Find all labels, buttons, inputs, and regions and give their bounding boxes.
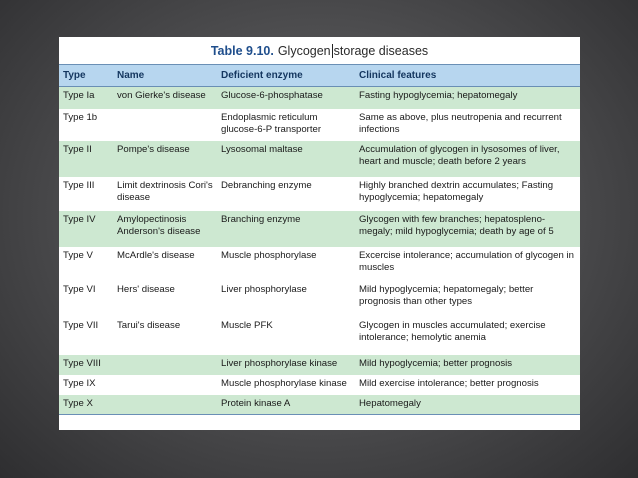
cell-type: Type X: [63, 397, 93, 409]
table-row: [59, 109, 580, 141]
glycogen-storage-table: [59, 64, 580, 415]
table-number: Table 9.10.: [210, 43, 274, 58]
cell-type: Type VI: [63, 283, 96, 295]
header-name: Name: [117, 70, 145, 81]
cell-features: Glycogen with few branches; hepatospleno-megaly; mild hypoglycemia; death by age of 5: [359, 213, 554, 237]
cell-name: McArdle's disease: [117, 249, 195, 261]
table-title-text-b: storage diseases: [333, 43, 429, 58]
header-type: Type: [63, 70, 86, 81]
table-row: [59, 355, 580, 375]
table-row: [59, 177, 580, 211]
cell-name: [113, 395, 217, 415]
cell-enzyme: Muscle PFK: [221, 319, 273, 331]
table-row: [59, 375, 580, 395]
cell-name: Hers' disease: [117, 283, 175, 295]
cell-features: Mild exercise intolerance; better prognosis: [359, 377, 539, 389]
cell-enzyme: Lysosomal maltase: [221, 143, 303, 155]
cell-features: Mild hypoglycemia; better prognosis: [359, 357, 513, 369]
cell-type: Type III: [63, 179, 95, 191]
table-row: [59, 87, 580, 109]
cell-type: Type Ia: [63, 90, 95, 101]
cell-features: Same as above, plus neutropenia and recurrent infections: [359, 111, 562, 135]
text-cursor-icon: [332, 44, 333, 58]
cell-enzyme: Liver phosphorylase kinase: [221, 357, 338, 369]
cell-name: Pompe's disease: [117, 143, 190, 155]
table-row: [59, 211, 580, 247]
cell-name: [113, 375, 217, 395]
table-row: [59, 141, 580, 177]
cell-name: Limit dextrinosis Cori's disease: [117, 179, 213, 203]
table-row: [59, 395, 580, 415]
table-header-row: [59, 65, 580, 87]
cell-name: [113, 109, 217, 141]
table-title-text-a: Glycogen: [277, 43, 331, 58]
cell-type: Type V: [63, 249, 93, 261]
cell-enzyme: Protein kinase A: [221, 397, 291, 409]
cell-enzyme: Endoplasmic reticulum glucose-6-P transporter: [221, 111, 322, 135]
cell-enzyme: Liver phosphorylase: [221, 283, 307, 295]
cell-features: Hepatomegaly: [359, 397, 421, 409]
cell-features: Highly branched dextrin accumulates; Fasting hypoglycemia; hepatomegaly: [359, 179, 554, 203]
header-enzyme: Deficient enzyme: [221, 70, 303, 81]
table-row: [59, 317, 580, 355]
table-row: [59, 281, 580, 317]
cell-type: Type IX: [63, 377, 96, 389]
cell-name: Amylopectinosis Anderson's disease: [117, 213, 201, 237]
cell-name: [113, 355, 217, 375]
cell-enzyme: Glucose-6-phosphatase: [221, 90, 323, 101]
cell-type: Type IV: [63, 213, 96, 225]
header-features: Clinical features: [359, 70, 437, 81]
cell-type: Type VIII: [63, 357, 101, 369]
cell-enzyme: Muscle phosphorylase kinase: [221, 377, 347, 389]
table-row: [59, 247, 580, 281]
cell-enzyme: Branching enzyme: [221, 213, 301, 225]
cell-features: Excercise intolerance; accumulation of glycogen in muscles: [359, 249, 574, 273]
cell-features: Glycogen in muscles accumulated; exercise intolerance; hemolytic anemia: [359, 319, 546, 343]
cell-type: Type VII: [63, 319, 99, 331]
slide-content: [59, 37, 580, 430]
cell-name: Tarui's disease: [117, 319, 181, 331]
cell-name: von Gierke's disease: [117, 90, 206, 101]
cell-enzyme: Muscle phosphorylase: [221, 249, 317, 261]
cell-type: Type 1b: [63, 111, 98, 123]
cell-features: Accumulation of glycogen in lysosomes of liver, heart and muscle; death before 2 years: [359, 143, 560, 167]
cell-features: Fasting hypoglycemia; hepatomegaly: [359, 90, 518, 101]
table-title: [59, 37, 580, 64]
cell-type: Type II: [63, 143, 92, 155]
cell-features: Mild hypoglycemia; hepatomegaly; better prognosis than other types: [359, 283, 534, 307]
cell-enzyme: Debranching enzyme: [221, 179, 312, 191]
